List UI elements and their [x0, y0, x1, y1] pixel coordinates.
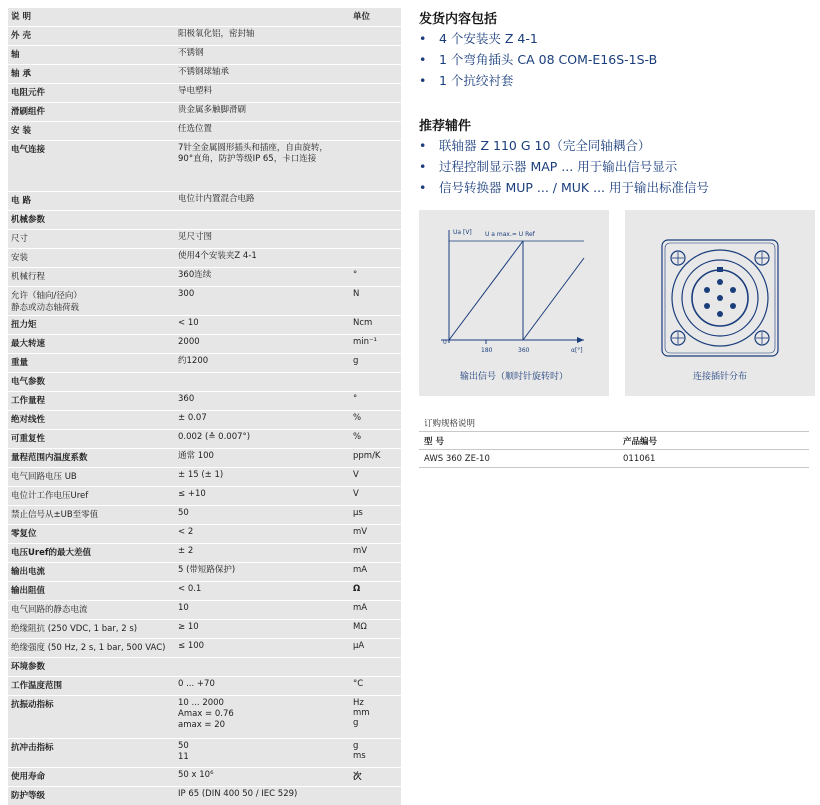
spec-unit: mA — [353, 603, 368, 613]
spec-key: 轴 — [11, 50, 20, 60]
spec-key: 轴 承 — [11, 69, 31, 79]
spec-row — [8, 102, 401, 121]
spec-key: 电气回路电压 UB — [11, 472, 77, 482]
pin-3 — [730, 303, 736, 309]
spec-value: 10 — [178, 603, 189, 613]
order-title-row — [419, 414, 809, 432]
connector-diagram — [625, 210, 815, 370]
order-data-row — [419, 450, 809, 468]
spec-row — [8, 429, 401, 448]
pin-1 — [717, 279, 723, 285]
y-label: Ua [V] — [453, 229, 472, 236]
spec-key: 输出电流 — [11, 567, 46, 577]
spec-value: 50 x 10⁶ — [178, 770, 214, 780]
spec-unit — [353, 27, 401, 45]
spec-row — [8, 229, 401, 248]
order-code: 011061 — [623, 453, 656, 464]
spec-unit — [353, 249, 401, 267]
spec-row — [8, 486, 401, 505]
spec-row — [8, 353, 401, 372]
spec-key: 工作量程 — [11, 396, 46, 406]
spec-row — [8, 45, 401, 64]
delivery-title: 发货内容包括 — [419, 12, 498, 27]
spec-key: 电阻元件 — [11, 88, 46, 98]
spec-row — [8, 267, 401, 286]
spec-key: 环境参数 — [11, 662, 46, 672]
spec-row — [8, 738, 401, 767]
spec-key: 电气回路的静态电流 — [11, 605, 88, 615]
spec-unit — [353, 192, 401, 210]
spec-unit: g — [353, 356, 359, 366]
spec-unit: ° — [353, 394, 358, 404]
spec-row — [8, 676, 401, 695]
x-tick-360: 360 — [518, 347, 530, 354]
spec-header-row — [8, 8, 401, 26]
spec-row — [8, 562, 401, 581]
spec-row — [8, 581, 401, 600]
accessories-title: 推荐辅件 — [419, 119, 472, 134]
spec-value: 10 ... 2000 Amax = 0.76 amax = 20 — [178, 698, 234, 730]
spec-unit: % — [353, 413, 362, 423]
spec-key: 零复位 — [11, 529, 37, 539]
spec-row — [8, 410, 401, 429]
spec-key: 输出阻值 — [11, 586, 46, 596]
spec-value: 不锈钢球轴承 — [178, 67, 230, 77]
spec-row — [8, 334, 401, 353]
spec-key: 外 壳 — [11, 31, 31, 41]
order-col-model: 型 号 — [424, 436, 444, 447]
spec-unit: ppm/K — [353, 451, 381, 461]
spec-value: 见尺寸图 — [178, 232, 213, 242]
spec-unit — [353, 373, 401, 391]
spec-key: 电 路 — [11, 196, 31, 206]
spec-key: 可重复性 — [11, 434, 46, 444]
spec-unit — [353, 46, 401, 64]
spec-value: ≤ +10 — [178, 489, 206, 499]
spec-key: 防护等级 — [11, 791, 46, 801]
spec-key: 抗振动指标 — [11, 700, 54, 710]
spec-value: 360 — [178, 394, 195, 404]
pin-6 — [704, 287, 710, 293]
spec-section-row — [8, 657, 401, 676]
accessory-item: • 信号转换器 MUP ... / MUK ... 用于输出标准信号 — [419, 180, 709, 195]
spec-value: 7针全金属圆形插头和插座，自由旋转， 90°直角，防护等级IP 65，卡口连接 — [178, 143, 328, 164]
spec-key: 绝对线性 — [11, 415, 46, 425]
spec-key: 抗冲击指标 — [11, 743, 54, 753]
ramp-line-1 — [449, 241, 523, 340]
spec-row — [8, 64, 401, 83]
spec-key: 电气连接 — [11, 145, 46, 155]
spec-key: 禁止信号从±UB至零值 — [11, 510, 99, 520]
spec-key: 安 装 — [11, 126, 31, 136]
spec-key: 重量 — [11, 358, 29, 368]
spec-key: 机械参数 — [11, 215, 46, 225]
order-model: AWS 360 ZE-10 — [424, 453, 490, 464]
spec-value: < 2 — [178, 527, 194, 537]
spec-key: 允许（轴向/径向） 静态或动态轴荷载 — [11, 291, 82, 313]
spec-row — [8, 83, 401, 102]
spec-key: 电压Uref的最大差值 — [11, 548, 92, 558]
pin-2 — [730, 287, 736, 293]
spec-unit: V — [353, 470, 359, 480]
spec-unit: μs — [353, 508, 363, 518]
delivery-item: • 4 个安装夹 Z 4-1 — [419, 31, 538, 46]
delivery-item: • 1 个弯角插头 CA 08 COM-E16S-1S-B — [419, 52, 658, 67]
accessory-item: • 过程控制显示器 MAP ... 用于输出信号显示 — [419, 159, 678, 174]
spec-value: 任选位置 — [178, 124, 213, 134]
spec-unit — [353, 122, 401, 140]
spec-unit: Ω — [353, 584, 361, 594]
spec-row — [8, 26, 401, 45]
spec-key: 说 明 — [11, 12, 31, 22]
spec-value — [178, 211, 353, 229]
spec-value: 50 — [178, 508, 189, 518]
spec-key: 绝缘强度 (50 Hz, 2 s, 1 bar, 500 VAC) — [11, 643, 166, 653]
spec-key: 滑刷组件 — [11, 107, 46, 117]
spec-key: 工作温度范围 — [11, 681, 63, 691]
max-label: U a max.= U Ref — [485, 231, 535, 238]
spec-unit: °C — [353, 679, 364, 689]
spec-key: 尺寸 — [11, 234, 29, 244]
spec-unit: N — [353, 289, 360, 299]
spec-value: ± 0.07 — [178, 413, 207, 423]
spec-row — [8, 391, 401, 410]
output-signal-caption: 输出信号（顺时针旋转时） — [459, 372, 568, 382]
spec-unit — [353, 65, 401, 83]
spec-value: < 10 — [178, 318, 199, 328]
spec-row — [8, 140, 401, 191]
spec-row — [8, 286, 401, 315]
spec-value: 50 11 — [178, 741, 189, 762]
spec-section-row — [8, 210, 401, 229]
accessories-list — [419, 135, 709, 198]
spec-value: ± 2 — [178, 546, 194, 556]
spec-unit: 单位 — [353, 12, 371, 22]
spec-value: 通常 100 — [178, 451, 214, 461]
pin-5 — [704, 303, 710, 309]
spec-unit: mA — [353, 565, 368, 575]
spec-section-row — [8, 372, 401, 391]
spec-value: 5 (带短路保护) — [178, 565, 236, 575]
spec-unit: MΩ — [353, 622, 367, 632]
connector-caption: 连接插针分布 — [692, 372, 747, 382]
spec-unit: % — [353, 432, 362, 442]
spec-key: 安装 — [11, 253, 29, 263]
spec-value: ± 15 (± 1) — [178, 470, 224, 480]
spec-key: 扭力矩 — [11, 320, 37, 330]
spec-row — [8, 121, 401, 140]
spec-unit: V — [353, 489, 359, 499]
pin-7 — [717, 295, 723, 301]
order-table — [419, 414, 809, 468]
spec-value: 贵金属多触脚滑刷 — [178, 105, 247, 115]
accessory-item: • 联轴器 Z 110 G 10（完全同轴耦合） — [419, 138, 651, 153]
spec-value: 300 — [178, 289, 195, 299]
spec-row — [8, 695, 401, 738]
spec-unit: μA — [353, 641, 365, 651]
output-signal-graph — [419, 210, 609, 370]
spec-unit: mV — [353, 546, 368, 556]
spec-value: 2000 — [178, 337, 200, 347]
x-tick-180: 180 — [481, 347, 493, 354]
spec-unit: ° — [353, 270, 358, 280]
key-notch — [717, 267, 723, 272]
spec-row — [8, 315, 401, 334]
spec-value: 电位计内置混合电路 — [178, 194, 255, 204]
spec-unit — [353, 141, 401, 191]
spec-unit — [353, 658, 401, 676]
spec-value: 使用4个安装夹Z 4-1 — [178, 251, 257, 261]
delivery-item: • 1 个抗绞衬套 — [419, 73, 514, 88]
spec-unit — [353, 84, 401, 102]
spec-value: ≥ 10 — [178, 622, 199, 632]
spec-row — [8, 248, 401, 267]
x-unit: α[°] — [571, 347, 583, 354]
spec-value: 不锈钢 — [178, 48, 204, 58]
spec-value: 导电塑料 — [178, 86, 213, 96]
spec-row — [8, 619, 401, 638]
spec-row — [8, 505, 401, 524]
spec-table — [8, 8, 401, 805]
spec-row — [8, 638, 401, 657]
spec-key: 机械行程 — [11, 272, 46, 282]
pin-4 — [717, 311, 723, 317]
spec-value — [178, 658, 353, 676]
spec-key: 使用寿命 — [11, 772, 46, 782]
spec-value — [178, 8, 353, 26]
spec-value: 0.002 (≙ 0.007°) — [178, 432, 251, 442]
spec-key: 绝缘阻抗 (250 VDC, 1 bar, 2 s) — [11, 624, 138, 634]
spec-key: 电位计工作电压Uref — [11, 491, 89, 501]
spec-value: < 0.1 — [178, 584, 202, 594]
spec-unit — [353, 211, 401, 229]
x-axis-arrow — [577, 337, 584, 343]
spec-unit — [353, 230, 401, 248]
spec-unit: Ncm — [353, 318, 373, 328]
spec-value: ≤ 100 — [178, 641, 205, 651]
spec-row — [8, 543, 401, 562]
spec-value — [178, 373, 353, 391]
order-title: 订购规格说明 — [424, 418, 476, 429]
spec-unit: min⁻¹ — [353, 337, 377, 347]
spec-row — [8, 524, 401, 543]
spec-key: 电气参数 — [11, 377, 46, 387]
spec-row — [8, 786, 401, 805]
spec-unit: g ms — [353, 741, 366, 761]
spec-unit: 次 — [353, 772, 362, 782]
ramp-line-2 — [523, 258, 584, 340]
spec-row — [8, 191, 401, 210]
spec-key: 量程范围内温度系数 — [11, 453, 88, 463]
output-signal-panel — [419, 210, 609, 396]
spec-unit: Hz mm g — [353, 698, 370, 728]
order-header-row — [419, 432, 809, 450]
spec-value: 0 ... +70 — [178, 679, 215, 689]
connector-panel — [625, 210, 815, 396]
spec-value: 约1200 — [178, 356, 209, 366]
spec-unit — [353, 103, 401, 121]
spec-value: 阳极氧化铝，密封轴 — [178, 29, 255, 39]
spec-key: 最大转速 — [11, 339, 46, 349]
order-col-code: 产品编号 — [623, 436, 658, 447]
spec-value: 360连续 — [178, 270, 212, 280]
spec-row — [8, 448, 401, 467]
spec-row — [8, 467, 401, 486]
origin-label: 0 — [443, 339, 447, 346]
spec-value: IP 65 (DIN 400 50 / IEC 529) — [178, 789, 298, 799]
delivery-list — [419, 28, 657, 91]
spec-row — [8, 767, 401, 786]
spec-row — [8, 600, 401, 619]
spec-unit: mV — [353, 527, 368, 537]
